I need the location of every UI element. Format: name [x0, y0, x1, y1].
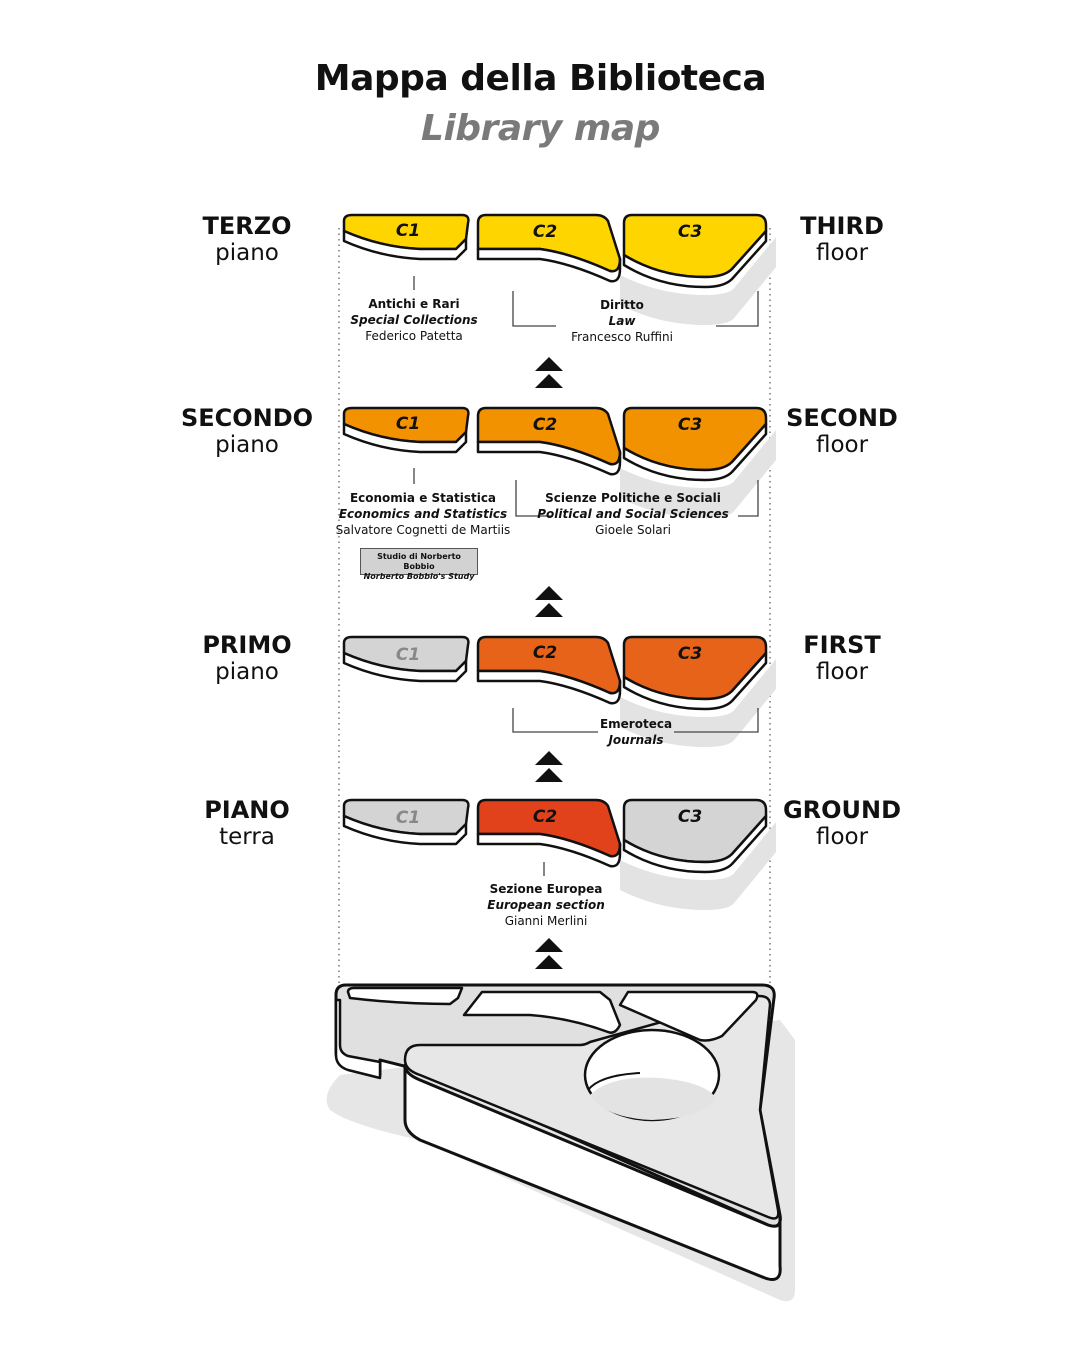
floor-label-second-it: SECONDO piano [180, 404, 314, 458]
floor-label-second-en: SECOND floor [786, 404, 898, 458]
double-chevron-up-icon-3 [535, 751, 563, 782]
floor-label-third-it: TERZO piano [202, 212, 292, 266]
room-third-c1-label: C1 [395, 221, 421, 241]
room-ground-c3-label: C3 [677, 807, 703, 827]
double-chevron-up-icon-4 [535, 938, 563, 969]
room-ground-c1-label: C1 [395, 808, 421, 828]
section-caption-sezione-europea: Sezione Europea European section Gianni Merlini [487, 882, 605, 928]
page-subtitle: Library map [421, 108, 660, 149]
section-caption-emeroteca: Emeroteca Journals [599, 717, 673, 747]
room-first-c3-label: C3 [677, 644, 703, 664]
double-chevron-up-icon-2 [535, 586, 563, 617]
section-caption-antichi: Antichi e Rari Special Collections Federico Patetta [350, 297, 478, 343]
room-second-c2-label: C2 [532, 415, 558, 435]
room-third-c3-label: C3 [677, 222, 703, 242]
floor-label-ground-en: GROUND floor [782, 796, 902, 850]
room-second-c3-label: C3 [677, 415, 703, 435]
building-3d-model [327, 985, 795, 1301]
room-first-c2-label: C2 [532, 643, 558, 663]
double-chevron-up-icon-1 [535, 357, 563, 388]
floor-label-first-it: PRIMO piano [202, 631, 292, 685]
room-second-c1-label: C1 [395, 414, 421, 434]
room-third-c2-label: C2 [532, 222, 558, 242]
section-caption-diritto: Diritto Law Francesco Ruffini [571, 298, 673, 344]
page-title: Mappa della Biblioteca [314, 58, 767, 99]
floor-label-ground-it: PIANO terra [204, 796, 290, 850]
bobbio-study-badge: Studio di Norberto Bobbio Norberto Bobbio's Study [360, 548, 478, 575]
floor-label-third-en: THIRD floor [800, 212, 884, 266]
floor-label-first-en: FIRST floor [803, 631, 881, 685]
room-first-c1-label: C1 [395, 645, 421, 665]
section-caption-scienze-politiche: Scienze Politiche e Sociali Political and Social Sciences Gioele Solari [537, 491, 729, 537]
section-caption-economia: Economia e Statistica Economics and Statistics Salvatore Cognetti de Martiis [335, 491, 511, 537]
room-ground-c2-label: C2 [532, 807, 558, 827]
